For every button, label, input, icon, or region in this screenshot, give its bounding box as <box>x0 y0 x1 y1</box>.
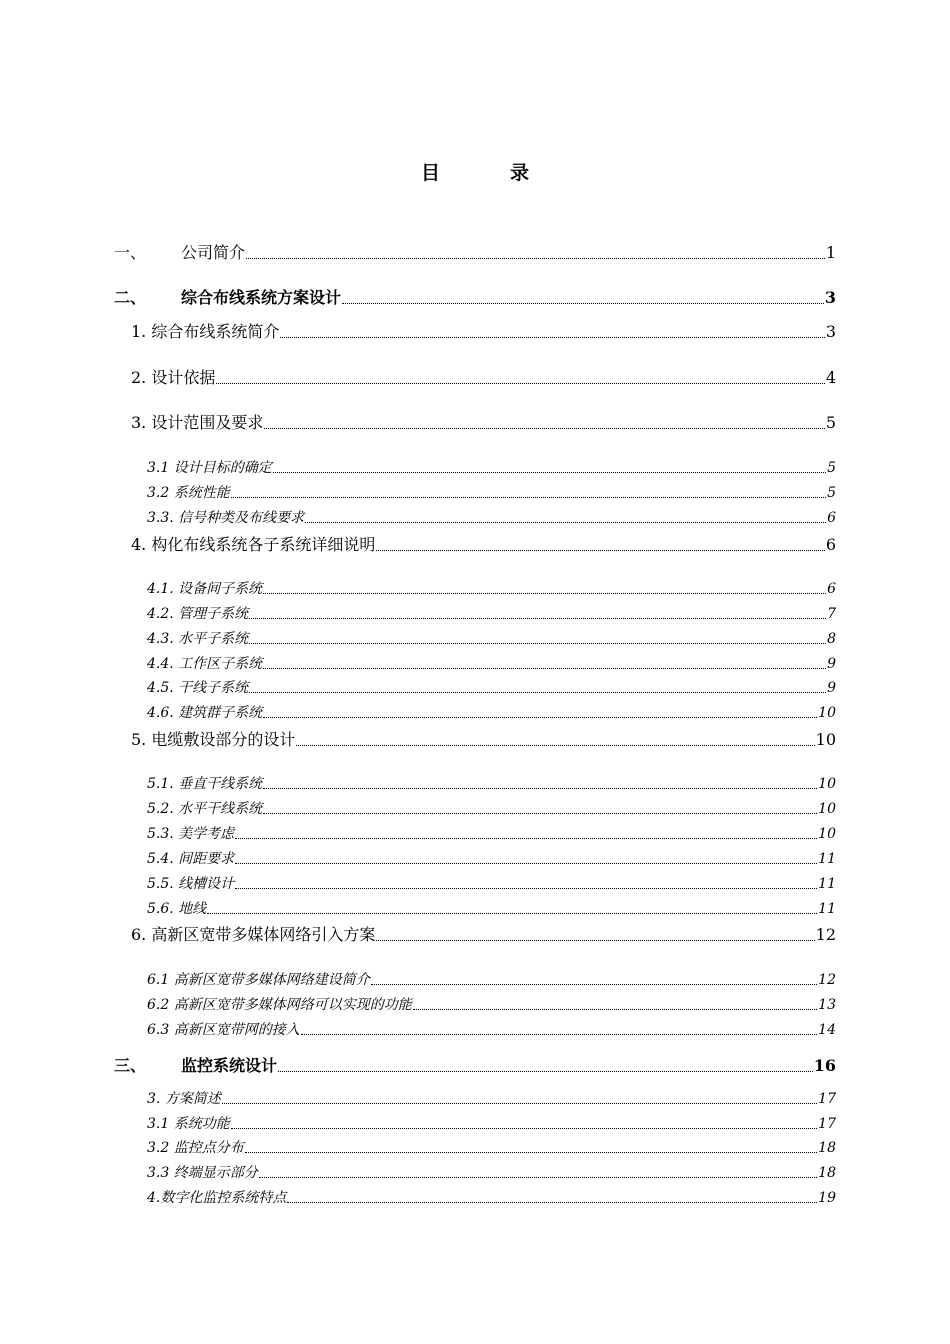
toc-entry-text: 3.2 监控点分布 <box>147 1140 244 1156</box>
toc-entry[interactable] <box>147 1113 836 1133</box>
toc-entry-page: 18 <box>818 1165 836 1181</box>
toc-entry[interactable] <box>131 727 836 750</box>
toc-entry[interactable] <box>131 922 836 945</box>
toc-entry-page: 10 <box>818 776 836 792</box>
toc-entry-page: 5 <box>827 460 836 476</box>
toc-entry[interactable] <box>147 823 836 843</box>
toc-leader <box>216 383 824 384</box>
toc-entry-text: 3. 方案简述 <box>147 1091 221 1107</box>
toc-entry[interactable] <box>147 1137 836 1157</box>
toc-leader <box>263 788 817 789</box>
toc-entry-text: 2. 设计依据 <box>131 368 216 387</box>
toc-entry[interactable] <box>131 532 836 555</box>
toc-entry-page: 5 <box>827 485 836 501</box>
toc-leader <box>259 1177 817 1178</box>
toc-entry[interactable] <box>147 457 836 477</box>
toc-entry-page: 5 <box>825 413 836 432</box>
toc-entry-page: 13 <box>818 997 836 1013</box>
toc-entry-text: 5.5. 线槽设计 <box>147 876 235 892</box>
toc-entry-page: 17 <box>818 1116 836 1132</box>
toc-entry-page: 17 <box>818 1091 836 1107</box>
toc-entry-page: 10 <box>818 801 836 817</box>
toc-entry[interactable] <box>131 365 836 388</box>
toc-entry-page: 12 <box>815 925 836 944</box>
toc-entry[interactable] <box>147 1162 836 1182</box>
toc-leader <box>249 643 826 644</box>
toc-leader <box>263 813 817 814</box>
toc-leader <box>235 838 817 839</box>
toc-entry-text: 6. 高新区宽带多媒体网络引入方案 <box>131 925 376 944</box>
page-title <box>0 158 950 185</box>
toc-entry-text: 4.数字化监控系统特点 <box>147 1190 287 1206</box>
toc-leader <box>231 497 826 498</box>
toc-entry[interactable] <box>147 603 836 623</box>
toc-entry-text: 6.2 高新区宽带多媒体网络可以实现的功能 <box>147 997 412 1013</box>
toc-entry-page: 7 <box>827 606 836 622</box>
title-right-char: 录 <box>510 162 530 184</box>
toc-leader <box>342 303 824 304</box>
toc-entry-page: 14 <box>818 1022 836 1038</box>
toc-entry[interactable] <box>147 482 836 502</box>
toc-leader <box>249 618 826 619</box>
toc-entry[interactable] <box>147 653 836 673</box>
toc-entry-text: 3.3 终端显示部分 <box>147 1165 258 1181</box>
toc-leader <box>231 1128 817 1129</box>
toc-entry-text: 4.2. 管理子系统 <box>147 606 249 622</box>
toc-leader <box>263 593 826 594</box>
toc-entry[interactable] <box>147 628 836 648</box>
toc-entry[interactable] <box>147 578 836 598</box>
toc-entry-text: 综合布线系统方案设计 <box>181 288 342 307</box>
toc-entry-text: 6.3 高新区宽带网的接入 <box>147 1022 300 1038</box>
toc-entry[interactable] <box>147 848 836 868</box>
toc-entry-text: 4.3. 水平子系统 <box>147 631 249 647</box>
toc-entry-page: 12 <box>818 972 836 988</box>
toc-entry[interactable] <box>114 285 836 308</box>
toc-entry-page: 9 <box>827 680 836 696</box>
toc-entry-text: 1. 综合布线系统简介 <box>131 322 280 341</box>
toc-leader <box>278 1071 813 1072</box>
toc-entry[interactable] <box>114 240 836 263</box>
toc-entry-page: 10 <box>818 705 836 721</box>
toc-entry-page: 10 <box>815 730 836 749</box>
toc-leader <box>371 984 817 985</box>
toc-entry-page: 18 <box>818 1140 836 1156</box>
toc-entry-text: 4.5. 干线子系统 <box>147 680 249 696</box>
toc-entry[interactable] <box>147 507 836 527</box>
toc-entry[interactable] <box>147 773 836 793</box>
toc-entry-text: 5.1. 垂直干线系统 <box>147 776 263 792</box>
toc-entry-page: 3 <box>824 288 836 307</box>
toc-entry-page: 16 <box>813 1056 836 1075</box>
toc-leader <box>296 745 814 746</box>
toc-entry-text: 4.4. 工作区子系统 <box>147 656 263 672</box>
toc-entry-number: 三、 <box>114 1056 147 1075</box>
toc-entry-text: 3. 设计范围及要求 <box>131 413 264 432</box>
toc-leader <box>246 258 825 259</box>
toc-entry-number: 一、 <box>114 243 147 262</box>
toc-leader <box>222 1103 817 1104</box>
toc-entry[interactable] <box>147 1019 836 1039</box>
toc-leader <box>263 668 826 669</box>
toc-leader <box>235 863 817 864</box>
toc-leader <box>413 1009 817 1010</box>
toc-entry-page: 4 <box>825 368 836 387</box>
toc-entry-page: 6 <box>827 581 836 597</box>
toc-entry-page: 1 <box>825 243 836 262</box>
toc-leader <box>264 428 824 429</box>
toc-entry-page: 6 <box>827 510 836 526</box>
toc-entry-page: 9 <box>827 656 836 672</box>
toc-entry[interactable] <box>131 410 836 433</box>
toc-entry[interactable] <box>147 994 836 1014</box>
toc-leader <box>249 692 826 693</box>
toc-entry-text: 监控系统设计 <box>181 1056 278 1075</box>
toc-leader <box>263 717 817 718</box>
toc-entry[interactable] <box>147 898 836 918</box>
toc-entry-text: 5.6. 地线 <box>147 901 207 917</box>
toc-entry-text: 5.2. 水平干线系统 <box>147 801 263 817</box>
toc-entry[interactable] <box>147 873 836 893</box>
toc-leader <box>305 522 826 523</box>
toc-entry[interactable] <box>114 1053 836 1076</box>
toc-entry-text: 4.1. 设备间子系统 <box>147 581 263 597</box>
toc-entry[interactable] <box>147 1187 836 1207</box>
toc-entry-page: 11 <box>818 876 836 892</box>
title-left-char: 目 <box>420 162 440 184</box>
toc-entry-text: 3.2 系统性能 <box>147 485 230 501</box>
toc-leader <box>287 1202 817 1203</box>
toc-entry-text: 5. 电缆敷设部分的设计 <box>131 730 296 749</box>
toc-entry-text: 5.3. 美学考虑 <box>147 826 235 842</box>
toc-entry-text: 4. 构化布线系统各子系统详细说明 <box>131 535 376 554</box>
toc-entry-page: 3 <box>825 322 836 341</box>
toc-entry-page: 11 <box>818 901 836 917</box>
toc-leader <box>376 940 814 941</box>
toc-leader <box>376 550 824 551</box>
toc-leader <box>235 888 817 889</box>
toc-leader <box>207 913 817 914</box>
toc-entry-page: 8 <box>827 631 836 647</box>
toc-leader <box>245 1152 817 1153</box>
toc-entry[interactable] <box>147 1088 836 1108</box>
toc-entry[interactable] <box>147 798 836 818</box>
toc-entry[interactable] <box>147 677 836 697</box>
toc-entry[interactable] <box>147 702 836 722</box>
toc-entry[interactable] <box>147 969 836 989</box>
toc-entry[interactable] <box>131 319 836 342</box>
toc-entry-text: 3.1 系统功能 <box>147 1116 230 1132</box>
toc-entry-number: 二、 <box>114 288 147 307</box>
toc-leader <box>273 472 826 473</box>
toc-entry-page: 6 <box>825 535 836 554</box>
toc-entry-text: 4.6. 建筑群子系统 <box>147 705 263 721</box>
toc-entry-text: 公司简介 <box>181 243 246 262</box>
toc-entry-page: 11 <box>818 851 836 867</box>
toc-entry-text: 3.3. 信号种类及布线要求 <box>147 510 305 526</box>
toc-entry-page: 19 <box>818 1190 836 1206</box>
toc-leader <box>301 1034 817 1035</box>
toc-entry-text: 5.4. 间距要求 <box>147 851 235 867</box>
toc-leader <box>280 337 824 338</box>
toc-entry-text: 6.1 高新区宽带多媒体网络建设简介 <box>147 972 370 988</box>
toc-entry-text: 3.1 设计目标的确定 <box>147 460 272 476</box>
toc-entry-page: 10 <box>818 826 836 842</box>
